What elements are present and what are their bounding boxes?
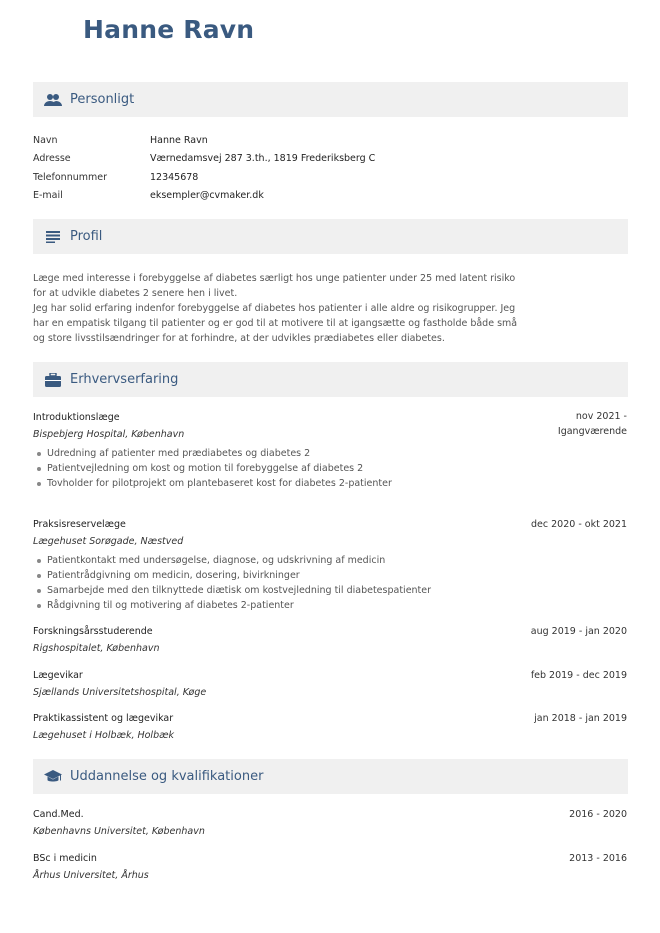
job-bullets <box>33 446 392 491</box>
education-title: Cand.Med. <box>33 809 84 820</box>
education-date: 2013 - 2016 <box>569 853 627 864</box>
personal-row-address <box>33 153 376 164</box>
personal-row-name <box>33 135 208 146</box>
lines-icon <box>44 228 62 246</box>
profile-text <box>33 271 523 346</box>
section-header-education <box>33 759 628 794</box>
education-place: Københavns Universitet, København <box>33 826 205 837</box>
list-item: Samarbejde med den tilknyttede diætisk om kostvejledning til diabetespatienter <box>33 583 431 598</box>
row-value: 12345678 <box>150 172 199 183</box>
job-place: Rigshospitalet, København <box>33 643 160 654</box>
profile-paragraph: Læge med interesse i forebyggelse af diabetes særligt hos unge patienter under 25 med latent risiko for at udvikle diabetes 2 senere hen i livet. <box>33 273 516 299</box>
profile-paragraph: Jeg har solid erfaring indenfor forebyggelse af diabetes hos patienter i alle aldre og risikogrupper. Jeg har en empatisk tilgang til patienter og er god til at motivere til at igangsætte og fastholde både små og store livsstilsændringer for at forhindre, at der udvikles prædiabetes eller diabetes. <box>33 303 518 344</box>
list-item: Patientrådgivning om medicin, dosering, bivirkninger <box>33 568 431 583</box>
list-item: Patientvejledning om kost og motion til forebyggelse af diabetes 2 <box>33 461 392 476</box>
job-date-start: nov 2021 - <box>575 411 627 422</box>
row-value: Værnedamsvej 287 3.th., 1819 Frederiksberg C <box>150 153 376 164</box>
education-title: BSc i medicin <box>33 853 97 864</box>
row-value: eksempler@cvmaker.dk <box>150 190 264 201</box>
section-title: Erhvervserfaring <box>70 372 179 387</box>
job-bullets <box>33 553 431 613</box>
personal-row-email <box>33 190 264 201</box>
job-place: Bispebjerg Hospital, København <box>33 429 185 440</box>
people-icon <box>44 91 62 109</box>
personal-row-phone <box>33 172 199 183</box>
section-header-experience <box>33 362 628 397</box>
list-item: Udredning af patienter med prædiabetes og diabetes 2 <box>33 446 392 461</box>
job-date: dec 2020 - okt 2021 <box>531 519 627 530</box>
job-title: Praktikassistent og lægevikar <box>33 713 174 724</box>
job-place: Sjællands Universitetshospital, Køge <box>33 687 207 698</box>
row-value: Hanne Ravn <box>150 135 208 146</box>
job-date-end: Igangværende <box>557 426 627 437</box>
section-header-personal <box>33 82 628 117</box>
education-place: Århus Universitet, Århus <box>33 870 149 881</box>
job-place: Lægehuset Sorøgade, Næstved <box>33 536 184 547</box>
row-label: E-mail <box>33 190 63 201</box>
job-title: Introduktionslæge <box>33 412 120 423</box>
graduation-cap-icon <box>44 768 62 786</box>
job-date <box>558 409 627 439</box>
row-label: Telefonnummer <box>33 172 107 183</box>
section-title: Profil <box>70 229 103 244</box>
list-item: Tovholder for pilotprojekt om plantebaseret kost for diabetes 2-patienter <box>33 476 392 491</box>
section-header-profile <box>33 219 628 254</box>
job-date: aug 2019 - jan 2020 <box>530 626 627 637</box>
job-title: Forskningsårsstuderende <box>33 626 153 637</box>
job-title: Praksisreservelæge <box>33 519 126 530</box>
job-place: Lægehuset i Holbæk, Holbæk <box>33 730 175 741</box>
list-item: Patientkontakt med undersøgelse, diagnose, og udskrivning af medicin <box>33 553 431 568</box>
education-date: 2016 - 2020 <box>569 809 627 820</box>
row-label: Adresse <box>33 153 71 164</box>
section-title: Personligt <box>70 92 135 107</box>
briefcase-icon <box>44 371 62 389</box>
row-label: Navn <box>33 135 58 146</box>
cv-name: Hanne Ravn <box>83 15 255 44</box>
job-date: jan 2018 - jan 2019 <box>534 713 627 724</box>
job-title: Lægevikar <box>33 670 83 681</box>
section-title: Uddannelse og kvalifikationer <box>70 769 264 784</box>
list-item: Rådgivning til og motivering af diabetes 2-patienter <box>33 598 431 613</box>
job-date: feb 2019 - dec 2019 <box>530 670 627 681</box>
